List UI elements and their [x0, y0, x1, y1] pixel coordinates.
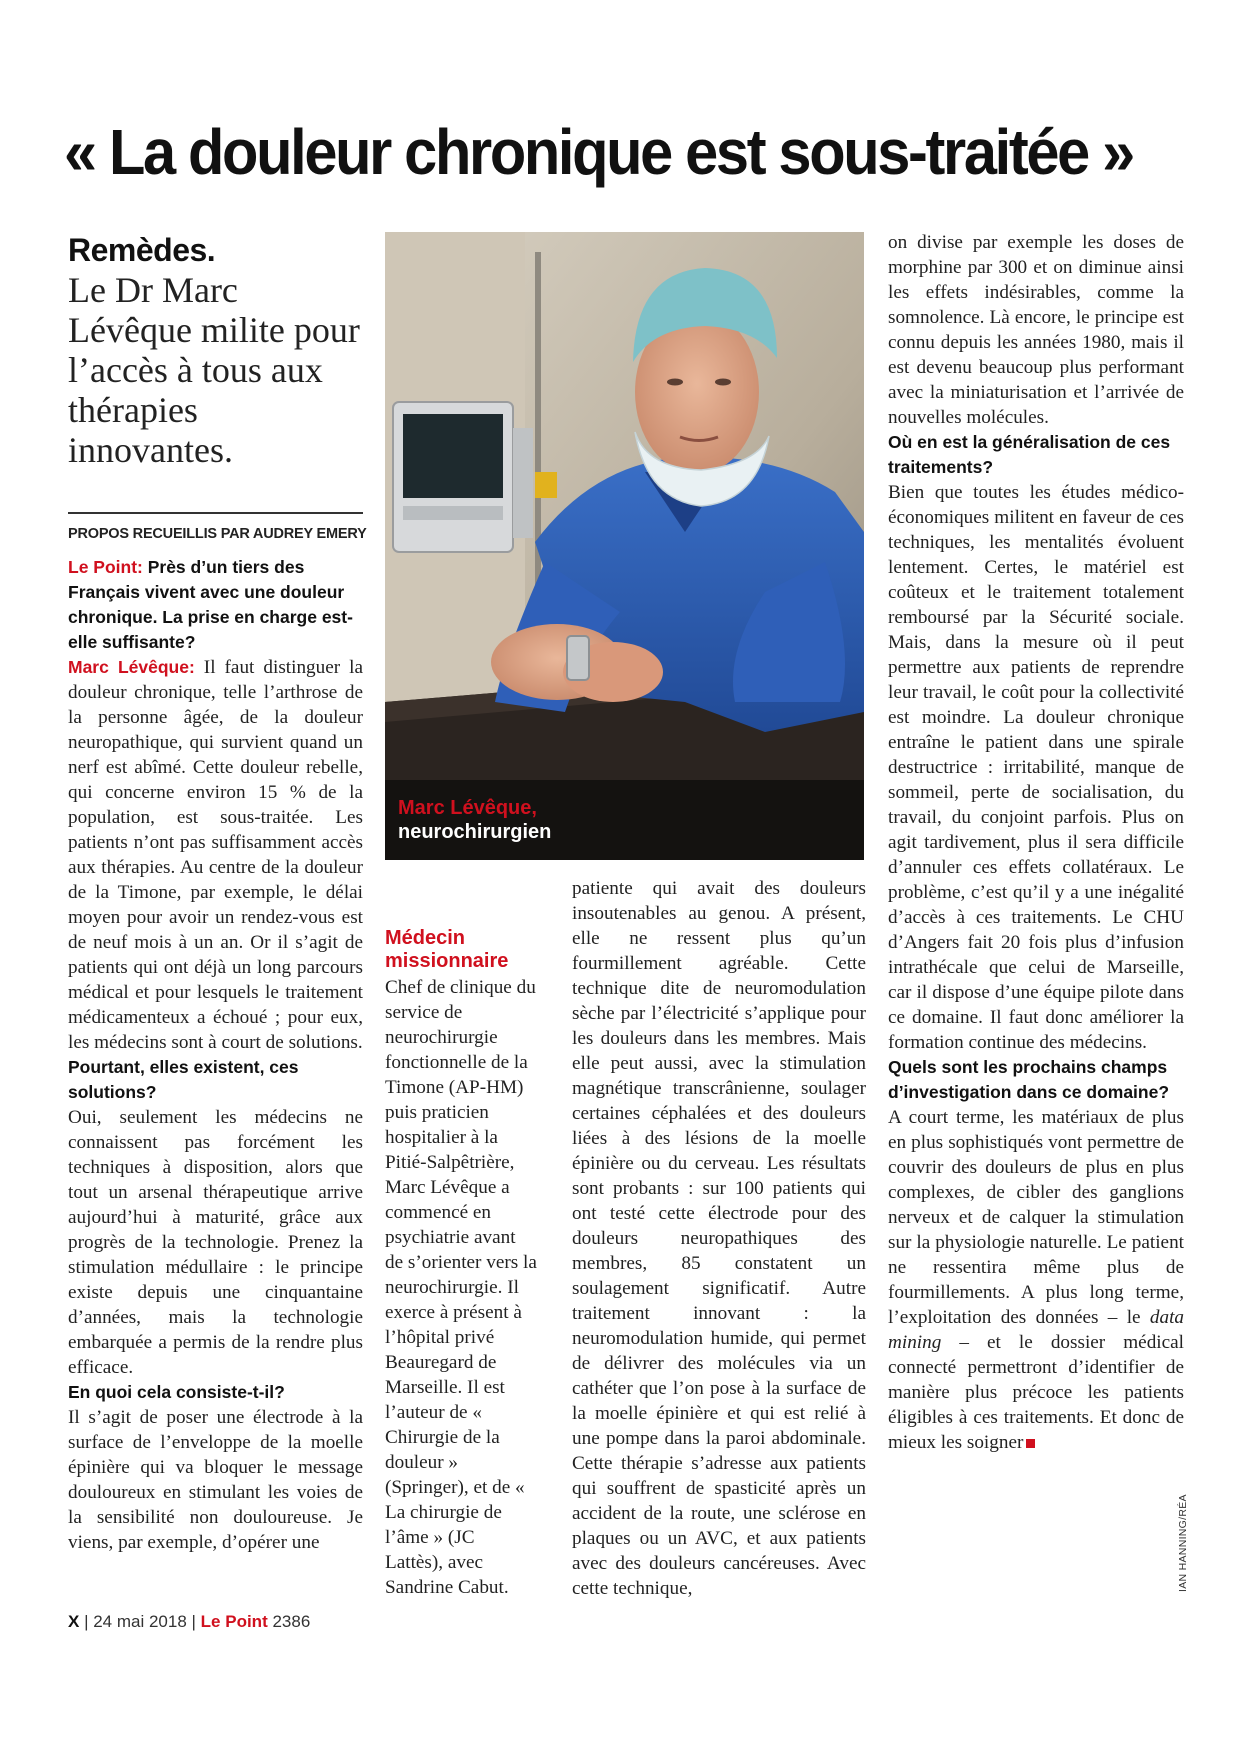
answer-1 [68, 655, 363, 1055]
question-1-text: Près d’un tiers des Français vivent avec une douleur chronique. La prise en charge est-elle suffisante? [68, 557, 353, 652]
answer-2: Oui, seulement les médecins ne connaissent pas forcément les techniques à disposition, alors que tout un arsenal thérapeutique arrive aujourd’hui à maturité, grâce aux progrès de la technologie. Prenez la stimulation médullaire : le principe existe depuis une cinquantaine d’années, mais la technologie embarquée a permis de la rendre plus efficace. [68, 1107, 363, 1378]
question-1 [68, 555, 363, 655]
answer-3-part-2: patiente qui avait des douleurs insoutenables au genou. A présent, elle ne ressent plus qu’un fourmillement agréable. Cette technique dite de neuromodulation sèche par l’électricité s’applique pour les douleurs dans les membres. Mais elle peut aussi, avec la stimulation magnétique transcrânienne, soulager certaines céphalées et des douleurs liées à des lésions de la moelle épinière ou du cerveau. Les résultats sont probants : sur 100 patients qui ont testé cette électrode pour des douleurs neuropathiques des membres, 85 constatent un soulagement significatif. Autre traitement innovant : la neuromodulation humide, qui permet de délivrer des molécules via un cathéter que l’on pose à la surface de la moelle épinière et qui est relié à une pompe dans la paroi abdominale. Cette thérapie s’adresse aux patients qui souffrent de spasticité après un accident de la route, une sclérose en plaques ou un AVC, et aux patients avec des douleurs cancéreuses. Avec cette technique, [572, 878, 866, 1599]
footer-sep-2: | [191, 1612, 201, 1631]
page-footer [68, 1612, 310, 1632]
answer-5-end: – et le dossier médical connecté permettront d’identifier de manière plus précoce les patients éligibles à ces traitements. Et donc de mieux les soigner [888, 1332, 1184, 1453]
byline: PROPOS RECUEILLIS PAR AUDREY EMERY [68, 526, 367, 542]
speaker-le-point: Le Point: [68, 557, 143, 577]
question-2: Pourtant, elles existent, ces solutions? [68, 1057, 299, 1102]
answer-5-italic: data mining [888, 1307, 1184, 1353]
photo-credit: IAN HANNING/RÉA [1177, 1494, 1189, 1592]
answer-4: Bien que toutes les études médico-économiques militent en faveur de ces techniques, les mentalités évoluent lentement. Certes, le matériel est coûteux et le traitement totalement remboursé par la Sécurité sociale. Mais, dans la mesure où il peut permettre aux patients de reprendre leur travail, le coût pour la collectivité est moindre. La douleur chronique entraîne le patient dans une spirale destructrice : irritabilité, manque de sommeil, perte de socialisation, du travail, du conjoint parfois. Plus on agit tardivement, plus il sera difficile d’annuler ces effets collatéraux. Le problème, c’est qu’il y a une inégalité d’accès à ces traitements. Le CHU d’Angers fait 20 fois plus d’infusion intrathécale que celui de Marseille, car il dispose d’une équipe pilote dans ce domaine. Il faut donc améliorer la formation continue des médecins. [888, 482, 1184, 1053]
sidebar-title: Médecin missionnaire [385, 927, 509, 972]
question-3: En quoi cela consiste-t-il? [68, 1382, 285, 1402]
answer-3-part-3: on divise par exemple les doses de morphine par 300 et on diminue ainsi les effets indésirables, comme la somnolence. Là encore, le principe est connu depuis les années 1980, mais il est devenu beaucoup plus performant avec la miniaturisation et l’arrivée de nouvelles molécules. [888, 232, 1184, 428]
column-1 [68, 555, 363, 1555]
answer-1-text: Il faut distinguer la douleur chronique, telle l’arthrose de la personne âgée, de la douleur neuropathique, qui survient quand un nerf est abîmé. Cette douleur rebelle, qui concerne environ 15 % de la population, est sous-traitée. Les patients n’ont pas suffisamment accès aux thérapies. Au centre de la douleur de la Timone, par exemple, le délai moyen pour avoir un rendez-vous est de neuf mois à un an. Or il s’agit de patients qui ont déjà un long parcours médical et pour lesquels le traitement médicamenteux a échoué ; pour eux, les médecins sont à court de solutions. [68, 657, 364, 1053]
question-5: Quels sont les prochains champs d’investigation dans ce domaine? [888, 1057, 1170, 1102]
answer-5 [888, 1105, 1184, 1455]
answer-3-part-1: Il s’agit de poser une électrode à la surface de l’enveloppe de la moelle épinière qui va bloquer le message douloureux en stimulant les voies de la sensibilité non douloureuse. Je viens, par exemple, d’opérer une [68, 1407, 363, 1553]
portrait-illustration [385, 232, 864, 860]
caption-name: Marc Lévêque, [398, 797, 537, 819]
kicker: Remèdes. [68, 232, 216, 268]
speaker-marc-leveque: Marc Lévêque: [68, 657, 195, 677]
footer-sep-1: | [84, 1612, 94, 1631]
page-number: X [68, 1612, 80, 1631]
footer-date: 24 mai 2018 [93, 1612, 187, 1631]
sidebar-text: Chef de clinique du service de neurochirurgie fonctionnelle de la Timone (AP-HM) puis praticien hospitalier à la Pitié-Salpêtrière, Marc Lévêque a commencé en psychiatrie avant de s’orienter vers la neurochirurgie. Il exerce à présent à l’hôpital privé Beauregard de Marseille. Il est l’auteur de « Chirurgie de la douleur » (Springer), et de « La chirurgie de l’âme » (JC Lattès), avec Sandrine Cabut. [385, 977, 537, 1598]
question-4: Où en est la généralisation de ces traitements? [888, 432, 1171, 477]
caption-role: neurochirurgien [398, 821, 552, 843]
deck: Le Dr Marc Lévêque milite pour l’accès à tous aux thérapies innovantes. [68, 270, 360, 470]
photo-caption [398, 796, 551, 844]
byline-rule [68, 512, 363, 514]
headline: « La douleur chronique est sous-traitée » [64, 116, 1133, 188]
footer-brand: Le Point [200, 1612, 268, 1631]
portrait-photo [385, 232, 864, 860]
end-mark-icon [1026, 1439, 1035, 1448]
sidebar-box [385, 927, 537, 1600]
answer-5-text: A court terme, les matériaux de plus en plus sophistiqués vont permettre de couvrir des douleurs de plus en plus complexes, de cibler des ganglions nerveux et de calquer la stimulation sur la physiologie naturelle. Le patient ne ressentira même plus de fourmillements. A plus long terme, l’exploitation des données – le [888, 1107, 1184, 1328]
column-4 [888, 230, 1184, 1455]
footer-issue: 2386 [272, 1612, 311, 1631]
column-3 [572, 876, 866, 1601]
